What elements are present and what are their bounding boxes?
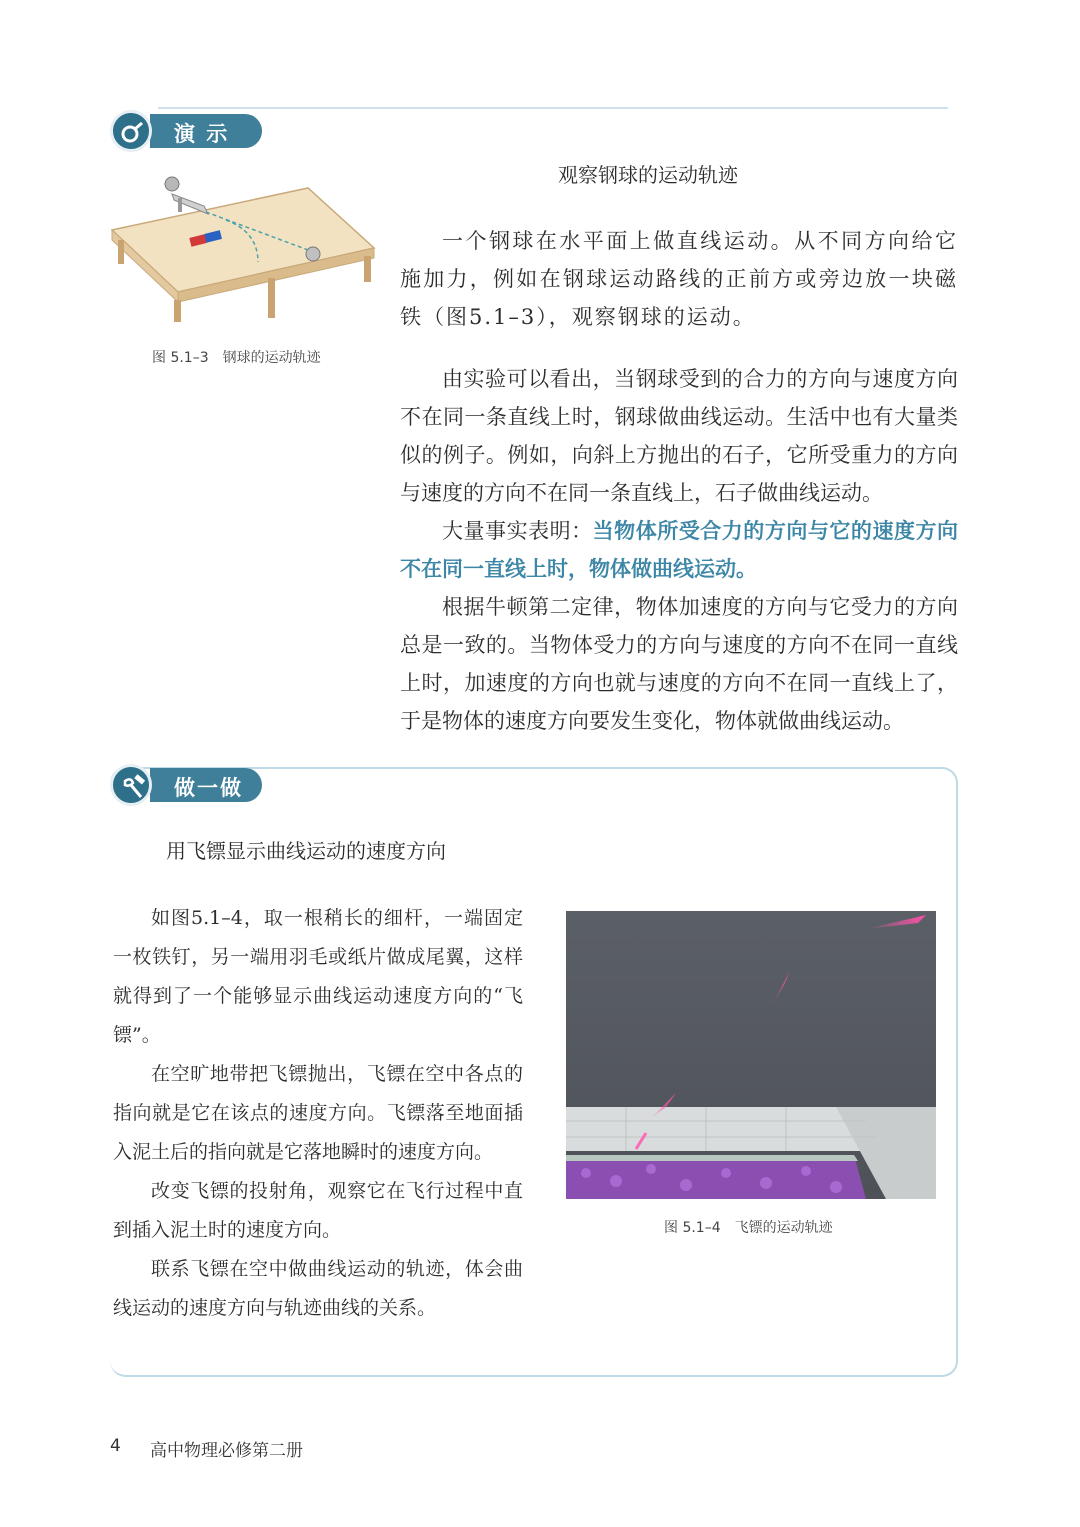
- activity-paragraph-4: 联系飞镖在空中做曲线运动的轨迹，体会曲线运动的速度方向与轨迹曲线的关系。: [113, 1258, 523, 1319]
- activity-paragraph-1: 如图5.1–4，取一根稍长的细杆，一端固定一枚铁钉，另一端用羽毛或纸片做成尾翼，这样就得到了一个能够显示曲线运动速度方向的“飞镖”。: [113, 907, 523, 1046]
- top-rule: [158, 107, 948, 109]
- dart-trajectory-photo: [566, 911, 936, 1199]
- hammer-icon: [110, 764, 152, 806]
- figure-caption-5-1-3: 图 5.1–3 钢球的运动轨迹: [152, 350, 321, 366]
- page-number: 4: [110, 1436, 121, 1456]
- demo-paragraph-block: [400, 222, 958, 336]
- demo-tag-label: 演 示: [174, 122, 230, 146]
- magnifier-icon: [110, 110, 152, 152]
- activity-title: 用飞镖显示曲线运动的速度方向: [166, 839, 446, 863]
- activity-tag: [110, 764, 270, 806]
- activity-tag-pill: [150, 768, 262, 802]
- body-paragraph-2: [400, 512, 958, 588]
- activity-tag-label: 做一做: [174, 776, 243, 800]
- demo-paragraph: 一个钢球在水平面上做直线运动。从不同方向给它施加力，例如在钢球运动路线的正前方或旁边放一块磁铁（图5.1–3），观察钢球的运动。: [400, 229, 958, 329]
- demo-tag-pill: [150, 114, 262, 148]
- activity-text: [113, 899, 523, 1328]
- activity-paragraph-3: 改变飞镖的投射角，观察它在飞行过程中直到插入泥土时的速度方向。: [113, 1180, 523, 1241]
- body-paragraph-3: 根据牛顿第二定律，物体加速度的方向与它受力的方向总是一致的。当物体受力的方向与速度的方向不在同一直线上时，加速度的方向也就与速度的方向不在同一直线上了，于是物体的速度方向要发生变化，物体就做曲线运动。: [400, 595, 958, 733]
- figure-caption-5-1-4: 图 5.1–4 飞镖的运动轨迹: [664, 1220, 833, 1236]
- demo-tag: [110, 110, 270, 152]
- demo-title: 观察钢球的运动轨迹: [558, 163, 738, 187]
- book-title: 高中物理必修第二册: [150, 1441, 303, 1461]
- steel-ball-figure: [108, 170, 378, 322]
- conclusion-lead: 大量事实表明：: [442, 519, 593, 543]
- activity-paragraph-2: 在空旷地带把飞镖抛出，飞镖在空中各点的指向就是它在该点的速度方向。飞镖落至地面插入泥土后的指向就是它落地瞬时的速度方向。: [113, 1063, 523, 1163]
- body-text: [400, 360, 958, 740]
- conclusion-highlight: 当物体所受合力的方向与它的速度方向不在同一直线上时，物体做曲线运动。: [400, 519, 959, 581]
- body-paragraph-1: 由实验可以看出，当钢球受到的合力的方向与速度方向不在同一条直线上时，钢球做曲线运动。生活中也有大量类似的例子。例如，向斜上方抛出的石子，它所受重力的方向与速度的方向不在同一条直线上，石子做曲线运动。: [400, 367, 958, 505]
